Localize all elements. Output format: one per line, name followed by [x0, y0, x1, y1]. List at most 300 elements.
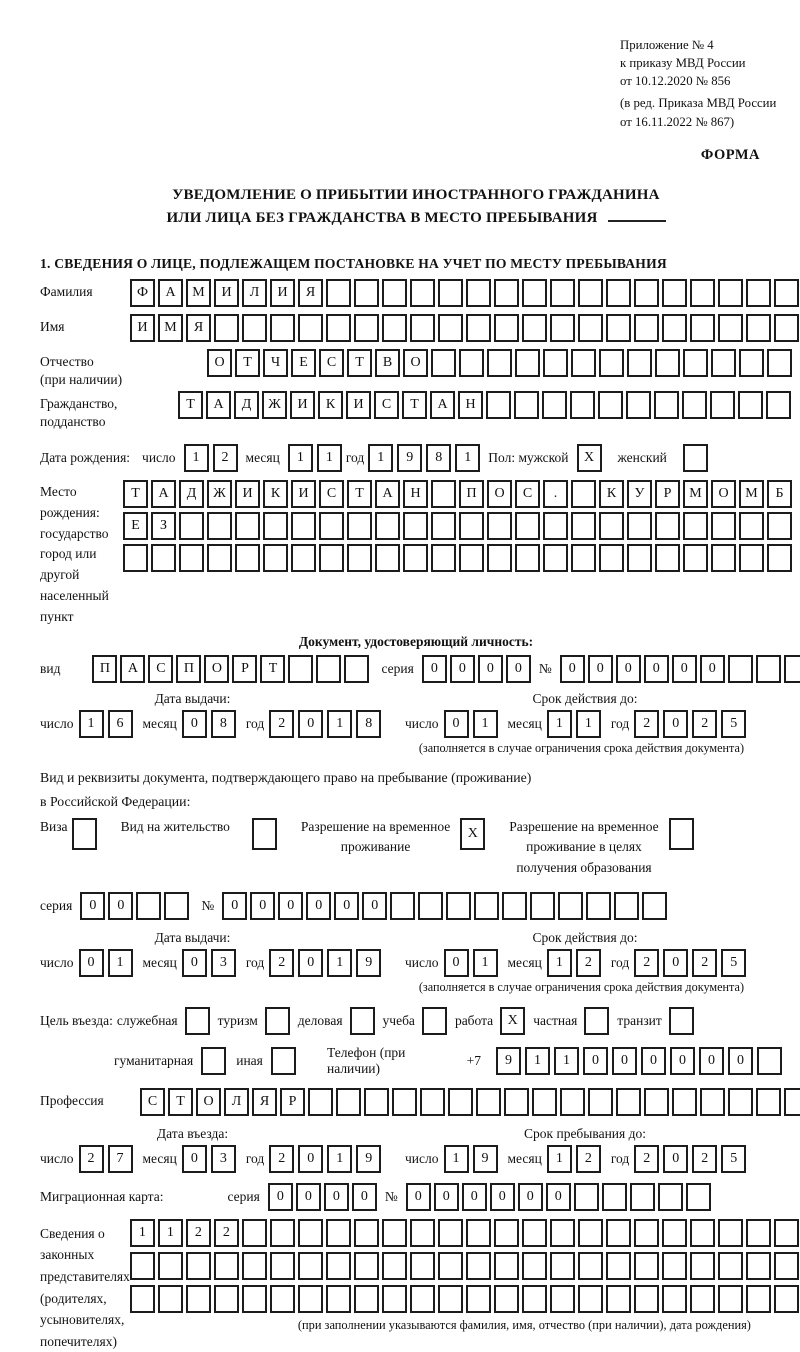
form-cell[interactable]: 0 [182, 949, 207, 977]
form-cell[interactable]: И [235, 480, 260, 508]
form-cell[interactable]: С [515, 480, 540, 508]
form-cell[interactable]: Р [655, 480, 680, 508]
form-cell[interactable]: 2 [269, 710, 294, 738]
form-cell[interactable] [739, 544, 764, 572]
form-cell[interactable] [606, 314, 631, 342]
form-cell[interactable]: С [140, 1088, 165, 1116]
form-cell[interactable] [235, 544, 260, 572]
form-cell[interactable] [446, 892, 471, 920]
form-cell[interactable] [543, 544, 568, 572]
form-cell[interactable] [746, 314, 771, 342]
form-cell[interactable]: 2 [79, 1145, 104, 1173]
form-cell[interactable] [185, 1007, 210, 1035]
form-cell[interactable] [718, 1285, 743, 1313]
form-cell[interactable] [718, 279, 743, 307]
form-cell[interactable] [354, 279, 379, 307]
form-cell[interactable]: Е [123, 512, 148, 540]
form-cell[interactable] [476, 1088, 501, 1116]
form-cell[interactable]: 0 [612, 1047, 637, 1075]
form-cell[interactable]: В [375, 349, 400, 377]
form-cell[interactable]: М [158, 314, 183, 342]
form-cell[interactable]: X [577, 444, 602, 472]
form-cell[interactable] [774, 1219, 799, 1247]
form-cell[interactable]: И [270, 279, 295, 307]
form-cell[interactable] [151, 544, 176, 572]
form-cell[interactable] [543, 512, 568, 540]
form-cell[interactable] [578, 1252, 603, 1280]
form-cell[interactable]: Ч [263, 349, 288, 377]
form-cell[interactable] [316, 655, 341, 683]
form-cell[interactable]: 1 [368, 444, 393, 472]
form-cell[interactable]: 2 [576, 949, 601, 977]
form-cell[interactable] [186, 1252, 211, 1280]
form-cell[interactable] [494, 1252, 519, 1280]
form-cell[interactable]: С [319, 349, 344, 377]
form-cell[interactable]: 1 [473, 949, 498, 977]
form-cell[interactable]: 1 [327, 1145, 352, 1173]
form-cell[interactable] [690, 1219, 715, 1247]
form-cell[interactable]: 1 [158, 1219, 183, 1247]
form-cell[interactable] [634, 1219, 659, 1247]
form-cell[interactable]: 0 [699, 1047, 724, 1075]
form-cell[interactable]: 0 [644, 655, 669, 683]
form-cell[interactable] [578, 314, 603, 342]
form-cell[interactable] [767, 349, 792, 377]
form-cell[interactable]: 2 [269, 949, 294, 977]
form-cell[interactable]: О [207, 349, 232, 377]
form-cell[interactable]: X [500, 1007, 525, 1035]
form-cell[interactable] [494, 1219, 519, 1247]
form-cell[interactable] [410, 1219, 435, 1247]
form-cell[interactable]: А [120, 655, 145, 683]
form-cell[interactable]: 0 [182, 710, 207, 738]
form-cell[interactable]: К [599, 480, 624, 508]
form-cell[interactable]: 1 [576, 710, 601, 738]
form-cell[interactable]: И [290, 391, 315, 419]
form-cell[interactable] [570, 391, 595, 419]
form-cell[interactable] [459, 349, 484, 377]
form-cell[interactable]: 0 [434, 1183, 459, 1211]
form-cell[interactable] [588, 1088, 613, 1116]
form-cell[interactable]: 0 [641, 1047, 666, 1075]
form-cell[interactable] [690, 1285, 715, 1313]
form-cell[interactable] [326, 314, 351, 342]
form-cell[interactable] [634, 279, 659, 307]
form-cell[interactable]: 0 [268, 1183, 293, 1211]
form-cell[interactable] [214, 1252, 239, 1280]
form-cell[interactable] [599, 512, 624, 540]
form-cell[interactable] [690, 314, 715, 342]
form-cell[interactable]: 0 [728, 1047, 753, 1075]
form-cell[interactable]: О [711, 480, 736, 508]
form-cell[interactable]: 1 [288, 444, 313, 472]
form-cell[interactable] [270, 1252, 295, 1280]
form-cell[interactable] [627, 349, 652, 377]
form-cell[interactable] [354, 1219, 379, 1247]
form-cell[interactable]: 2 [269, 1145, 294, 1173]
form-cell[interactable]: 2 [634, 710, 659, 738]
form-cell[interactable]: 0 [560, 655, 585, 683]
form-cell[interactable] [571, 512, 596, 540]
form-cell[interactable] [550, 279, 575, 307]
form-cell[interactable]: 0 [334, 892, 359, 920]
form-cell[interactable] [438, 1285, 463, 1313]
form-cell[interactable] [466, 314, 491, 342]
form-cell[interactable] [746, 279, 771, 307]
form-cell[interactable] [571, 480, 596, 508]
form-cell[interactable]: К [318, 391, 343, 419]
form-cell[interactable] [571, 544, 596, 572]
form-cell[interactable] [242, 1285, 267, 1313]
form-cell[interactable] [179, 544, 204, 572]
form-cell[interactable] [410, 1252, 435, 1280]
form-cell[interactable] [578, 1219, 603, 1247]
form-cell[interactable]: 8 [426, 444, 451, 472]
form-cell[interactable] [271, 1047, 296, 1075]
form-cell[interactable] [586, 892, 611, 920]
form-cell[interactable]: 0 [352, 1183, 377, 1211]
form-cell[interactable] [578, 279, 603, 307]
form-cell[interactable] [662, 1219, 687, 1247]
form-cell[interactable] [626, 391, 651, 419]
form-cell[interactable] [319, 512, 344, 540]
form-cell[interactable]: 2 [576, 1145, 601, 1173]
form-cell[interactable]: 0 [298, 1145, 323, 1173]
form-cell[interactable] [522, 1219, 547, 1247]
form-cell[interactable]: 1 [525, 1047, 550, 1075]
form-cell[interactable] [766, 391, 791, 419]
form-cell[interactable]: 0 [406, 1183, 431, 1211]
form-cell[interactable] [728, 655, 753, 683]
form-cell[interactable] [560, 1088, 585, 1116]
form-cell[interactable]: 1 [327, 949, 352, 977]
form-cell[interactable] [123, 544, 148, 572]
form-cell[interactable] [486, 391, 511, 419]
form-cell[interactable]: 5 [721, 1145, 746, 1173]
form-cell[interactable]: М [739, 480, 764, 508]
form-cell[interactable]: 2 [214, 1219, 239, 1247]
form-cell[interactable]: 0 [362, 892, 387, 920]
form-cell[interactable] [390, 892, 415, 920]
form-cell[interactable]: П [176, 655, 201, 683]
form-cell[interactable] [683, 349, 708, 377]
form-cell[interactable]: 1 [473, 710, 498, 738]
form-cell[interactable] [662, 1252, 687, 1280]
form-cell[interactable] [354, 1285, 379, 1313]
form-cell[interactable] [550, 314, 575, 342]
form-cell[interactable]: Е [291, 349, 316, 377]
form-cell[interactable]: А [151, 480, 176, 508]
form-cell[interactable]: 0 [278, 892, 303, 920]
form-cell[interactable]: 1 [317, 444, 342, 472]
form-cell[interactable] [574, 1183, 599, 1211]
form-cell[interactable] [738, 391, 763, 419]
form-cell[interactable] [550, 1252, 575, 1280]
form-cell[interactable] [690, 279, 715, 307]
form-cell[interactable] [728, 1088, 753, 1116]
form-cell[interactable] [757, 1047, 782, 1075]
form-cell[interactable]: 8 [356, 710, 381, 738]
form-cell[interactable] [543, 349, 568, 377]
form-cell[interactable] [504, 1088, 529, 1116]
form-cell[interactable] [420, 1088, 445, 1116]
form-cell[interactable]: Л [224, 1088, 249, 1116]
form-cell[interactable]: Я [298, 279, 323, 307]
form-cell[interactable]: 0 [250, 892, 275, 920]
form-cell[interactable]: 8 [211, 710, 236, 738]
form-cell[interactable]: Я [186, 314, 211, 342]
form-cell[interactable]: 1 [547, 710, 572, 738]
form-cell[interactable]: 0 [518, 1183, 543, 1211]
form-cell[interactable]: 0 [583, 1047, 608, 1075]
form-cell[interactable]: О [196, 1088, 221, 1116]
form-cell[interactable]: 0 [222, 892, 247, 920]
form-cell[interactable] [242, 314, 267, 342]
form-cell[interactable] [242, 1219, 267, 1247]
form-cell[interactable]: Т [235, 349, 260, 377]
form-cell[interactable]: Т [347, 480, 372, 508]
form-cell[interactable]: И [214, 279, 239, 307]
form-cell[interactable]: 9 [397, 444, 422, 472]
form-cell[interactable]: И [130, 314, 155, 342]
form-cell[interactable] [410, 314, 435, 342]
form-cell[interactable] [530, 892, 555, 920]
form-cell[interactable] [347, 512, 372, 540]
form-cell[interactable] [207, 512, 232, 540]
form-cell[interactable]: 2 [213, 444, 238, 472]
form-cell[interactable]: О [204, 655, 229, 683]
form-cell[interactable] [298, 1285, 323, 1313]
form-cell[interactable] [767, 512, 792, 540]
form-cell[interactable]: 9 [473, 1145, 498, 1173]
form-cell[interactable] [550, 1219, 575, 1247]
form-cell[interactable]: Т [178, 391, 203, 419]
form-cell[interactable] [382, 314, 407, 342]
form-cell[interactable] [487, 544, 512, 572]
form-cell[interactable]: 2 [692, 710, 717, 738]
form-cell[interactable] [658, 1183, 683, 1211]
form-cell[interactable] [739, 512, 764, 540]
form-cell[interactable]: 0 [672, 655, 697, 683]
form-cell[interactable] [235, 512, 260, 540]
form-cell[interactable]: Д [234, 391, 259, 419]
form-cell[interactable] [578, 1285, 603, 1313]
form-cell[interactable]: Т [402, 391, 427, 419]
form-cell[interactable]: 1 [547, 949, 572, 977]
form-cell[interactable] [700, 1088, 725, 1116]
form-cell[interactable]: Ж [207, 480, 232, 508]
form-cell[interactable] [487, 512, 512, 540]
form-cell[interactable] [298, 1219, 323, 1247]
form-cell[interactable] [448, 1088, 473, 1116]
form-cell[interactable]: 3 [211, 1145, 236, 1173]
form-cell[interactable] [263, 512, 288, 540]
form-cell[interactable]: 7 [108, 1145, 133, 1173]
form-cell[interactable] [186, 1285, 211, 1313]
form-cell[interactable] [550, 1285, 575, 1313]
form-cell[interactable] [711, 544, 736, 572]
form-cell[interactable] [350, 1007, 375, 1035]
form-cell[interactable]: 3 [211, 949, 236, 977]
form-cell[interactable] [627, 544, 652, 572]
form-cell[interactable] [270, 314, 295, 342]
form-cell[interactable]: 0 [80, 892, 105, 920]
form-cell[interactable] [431, 544, 456, 572]
form-cell[interactable] [130, 1285, 155, 1313]
form-cell[interactable]: У [627, 480, 652, 508]
form-cell[interactable]: 0 [108, 892, 133, 920]
form-cell[interactable] [270, 1285, 295, 1313]
form-cell[interactable] [756, 655, 781, 683]
form-cell[interactable] [784, 1088, 800, 1116]
form-cell[interactable]: 1 [184, 444, 209, 472]
form-cell[interactable] [466, 1285, 491, 1313]
form-cell[interactable] [746, 1252, 771, 1280]
form-cell[interactable] [214, 314, 239, 342]
form-cell[interactable] [774, 279, 799, 307]
form-cell[interactable] [502, 892, 527, 920]
form-cell[interactable] [571, 349, 596, 377]
form-cell[interactable] [515, 512, 540, 540]
form-cell[interactable]: 0 [663, 710, 688, 738]
form-cell[interactable] [487, 349, 512, 377]
form-cell[interactable]: А [375, 480, 400, 508]
form-cell[interactable] [347, 544, 372, 572]
form-cell[interactable] [662, 279, 687, 307]
form-cell[interactable] [662, 1285, 687, 1313]
form-cell[interactable]: 0 [616, 655, 641, 683]
form-cell[interactable] [410, 1285, 435, 1313]
form-cell[interactable] [522, 1285, 547, 1313]
form-cell[interactable] [662, 314, 687, 342]
form-cell[interactable]: 2 [692, 949, 717, 977]
form-cell[interactable] [634, 314, 659, 342]
form-cell[interactable] [326, 279, 351, 307]
form-cell[interactable] [494, 1285, 519, 1313]
form-cell[interactable] [375, 544, 400, 572]
form-cell[interactable] [438, 1252, 463, 1280]
form-cell[interactable] [298, 1252, 323, 1280]
form-cell[interactable] [382, 1252, 407, 1280]
form-cell[interactable] [265, 1007, 290, 1035]
form-cell[interactable]: 1 [455, 444, 480, 472]
form-cell[interactable]: X [460, 818, 485, 850]
form-cell[interactable] [242, 1252, 267, 1280]
form-cell[interactable] [690, 1252, 715, 1280]
form-cell[interactable] [606, 1252, 631, 1280]
form-cell[interactable]: С [148, 655, 173, 683]
form-cell[interactable] [494, 314, 519, 342]
form-cell[interactable] [431, 512, 456, 540]
form-cell[interactable] [431, 349, 456, 377]
form-cell[interactable] [308, 1088, 333, 1116]
form-cell[interactable] [746, 1219, 771, 1247]
form-cell[interactable]: С [374, 391, 399, 419]
form-cell[interactable] [542, 391, 567, 419]
form-cell[interactable] [784, 655, 800, 683]
form-cell[interactable]: 0 [670, 1047, 695, 1075]
form-cell[interactable] [634, 1252, 659, 1280]
form-cell[interactable]: 0 [700, 655, 725, 683]
form-cell[interactable]: Т [260, 655, 285, 683]
form-cell[interactable]: И [291, 480, 316, 508]
form-cell[interactable] [598, 391, 623, 419]
form-cell[interactable] [382, 279, 407, 307]
form-cell[interactable]: Т [347, 349, 372, 377]
form-cell[interactable] [375, 512, 400, 540]
form-cell[interactable]: Н [403, 480, 428, 508]
form-cell[interactable]: Т [123, 480, 148, 508]
form-cell[interactable]: С [319, 480, 344, 508]
form-cell[interactable]: 0 [422, 655, 447, 683]
form-cell[interactable] [522, 314, 547, 342]
form-cell[interactable] [354, 1252, 379, 1280]
form-cell[interactable] [606, 1285, 631, 1313]
form-cell[interactable] [672, 1088, 697, 1116]
form-cell[interactable] [642, 892, 667, 920]
form-cell[interactable] [522, 1252, 547, 1280]
form-cell[interactable]: О [403, 349, 428, 377]
form-cell[interactable] [288, 655, 313, 683]
form-cell[interactable]: 1 [547, 1145, 572, 1173]
form-cell[interactable]: 1 [327, 710, 352, 738]
form-cell[interactable]: Н [458, 391, 483, 419]
form-cell[interactable] [252, 818, 277, 850]
form-cell[interactable] [627, 512, 652, 540]
form-cell[interactable] [683, 544, 708, 572]
form-cell[interactable]: Б [767, 480, 792, 508]
form-cell[interactable]: 2 [634, 1145, 659, 1173]
form-cell[interactable] [655, 544, 680, 572]
form-cell[interactable] [422, 1007, 447, 1035]
form-cell[interactable]: 9 [496, 1047, 521, 1075]
form-cell[interactable]: 2 [186, 1219, 211, 1247]
form-cell[interactable] [767, 544, 792, 572]
form-cell[interactable] [403, 544, 428, 572]
form-cell[interactable]: 0 [182, 1145, 207, 1173]
form-cell[interactable] [774, 314, 799, 342]
form-cell[interactable]: 2 [634, 949, 659, 977]
form-cell[interactable] [344, 655, 369, 683]
form-cell[interactable]: 1 [444, 1145, 469, 1173]
form-cell[interactable] [532, 1088, 557, 1116]
form-cell[interactable] [718, 314, 743, 342]
form-cell[interactable] [214, 1285, 239, 1313]
form-cell[interactable] [515, 349, 540, 377]
form-cell[interactable] [711, 349, 736, 377]
form-cell[interactable]: Я [252, 1088, 277, 1116]
form-cell[interactable] [364, 1088, 389, 1116]
form-cell[interactable]: 1 [108, 949, 133, 977]
form-cell[interactable]: М [683, 480, 708, 508]
form-cell[interactable] [756, 1088, 781, 1116]
form-cell[interactable]: П [92, 655, 117, 683]
form-cell[interactable]: 0 [506, 655, 531, 683]
form-cell[interactable] [655, 512, 680, 540]
form-cell[interactable]: 2 [692, 1145, 717, 1173]
form-cell[interactable] [683, 512, 708, 540]
form-cell[interactable] [336, 1088, 361, 1116]
form-cell[interactable] [130, 1252, 155, 1280]
form-cell[interactable] [644, 1088, 669, 1116]
form-cell[interactable]: 0 [663, 1145, 688, 1173]
form-cell[interactable] [326, 1252, 351, 1280]
form-cell[interactable]: Т [168, 1088, 193, 1116]
form-cell[interactable]: 5 [721, 949, 746, 977]
form-cell[interactable]: . [543, 480, 568, 508]
form-cell[interactable] [739, 349, 764, 377]
form-cell[interactable] [354, 314, 379, 342]
